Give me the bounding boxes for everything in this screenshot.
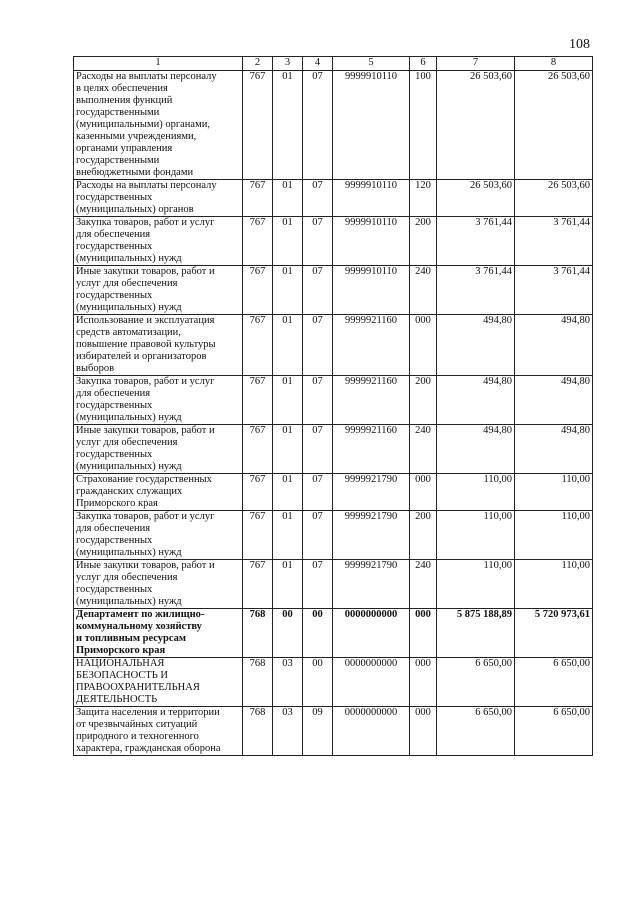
page-number: 108	[569, 37, 590, 52]
table-row	[74, 266, 593, 315]
column-header: 2	[243, 57, 273, 71]
table-row	[74, 658, 593, 707]
row-name: Иные закупки товаров, работ и услуг для обеспечения государственных (муниципальных) нужд	[74, 425, 243, 474]
row-code-target: 9999921790	[333, 511, 410, 560]
row-amount-col8: 26 503,60	[515, 180, 593, 217]
row-code-ministry: 767	[243, 315, 273, 376]
row-code-section: 00	[273, 609, 303, 658]
row-code-expense-type: 120	[410, 180, 437, 217]
row-name: НАЦИОНАЛЬНАЯ БЕЗОПАСНОСТЬ И ПРАВООХРАНИТЕЛЬНАЯ ДЕЯТЕЛЬНОСТЬ	[74, 658, 243, 707]
row-code-expense-type: 000	[410, 315, 437, 376]
row-amount-col7: 26 503,60	[437, 180, 515, 217]
row-code-target: 9999910110	[333, 266, 410, 315]
row-amount-col7: 26 503,60	[437, 71, 515, 180]
table-row	[74, 217, 593, 266]
column-header: 8	[515, 57, 593, 71]
column-header: 6	[410, 57, 437, 71]
row-code-subsection: 07	[303, 217, 333, 266]
row-code-section: 01	[273, 376, 303, 425]
row-code-expense-type: 240	[410, 266, 437, 315]
row-name: Расходы на выплаты персоналу в целях обеспечения выполнения функций государственными (муниципальными) органами, казенными учреждениями, органами управления государственными внебюджетными фондами	[74, 71, 243, 180]
row-amount-col7: 494,80	[437, 425, 515, 474]
row-amount-col8: 3 761,44	[515, 266, 593, 315]
row-code-section: 01	[273, 180, 303, 217]
row-code-section: 01	[273, 425, 303, 474]
row-code-expense-type: 000	[410, 707, 437, 756]
row-name: Страхование государственных гражданских служащих Приморского края	[74, 474, 243, 511]
row-code-target: 9999921160	[333, 376, 410, 425]
row-amount-col8: 110,00	[515, 560, 593, 609]
row-code-subsection: 07	[303, 266, 333, 315]
row-name: Расходы на выплаты персоналу государственных (муниципальных) органов	[74, 180, 243, 217]
row-name: Закупка товаров, работ и услуг для обеспечения государственных (муниципальных) нужд	[74, 376, 243, 425]
row-code-section: 01	[273, 315, 303, 376]
row-code-subsection: 07	[303, 511, 333, 560]
row-amount-col7: 494,80	[437, 376, 515, 425]
row-code-target: 9999910110	[333, 71, 410, 180]
table-row	[74, 474, 593, 511]
row-amount-col8: 3 761,44	[515, 217, 593, 266]
row-code-target: 9999921160	[333, 425, 410, 474]
row-code-ministry: 767	[243, 376, 273, 425]
row-code-subsection: 07	[303, 474, 333, 511]
row-code-subsection: 07	[303, 376, 333, 425]
row-code-expense-type: 000	[410, 609, 437, 658]
row-code-expense-type: 100	[410, 71, 437, 180]
row-code-ministry: 767	[243, 474, 273, 511]
row-code-section: 01	[273, 474, 303, 511]
row-code-section: 01	[273, 217, 303, 266]
row-code-ministry: 767	[243, 266, 273, 315]
row-code-section: 03	[273, 707, 303, 756]
row-code-target: 9999921790	[333, 560, 410, 609]
row-amount-col8: 110,00	[515, 474, 593, 511]
row-code-target: 9999921160	[333, 315, 410, 376]
row-code-ministry: 767	[243, 217, 273, 266]
row-code-ministry: 768	[243, 658, 273, 707]
row-code-target: 0000000000	[333, 658, 410, 707]
row-code-expense-type: 200	[410, 376, 437, 425]
row-code-ministry: 767	[243, 511, 273, 560]
row-code-ministry: 767	[243, 71, 273, 180]
row-code-subsection: 09	[303, 707, 333, 756]
row-amount-col7: 3 761,44	[437, 266, 515, 315]
row-code-ministry: 767	[243, 425, 273, 474]
table-row	[74, 425, 593, 474]
row-name: Закупка товаров, работ и услуг для обеспечения государственных (муниципальных) нужд	[74, 511, 243, 560]
row-code-target: 9999910110	[333, 180, 410, 217]
row-code-subsection: 07	[303, 425, 333, 474]
row-amount-col8: 110,00	[515, 511, 593, 560]
row-amount-col7: 110,00	[437, 511, 515, 560]
row-code-subsection: 00	[303, 609, 333, 658]
row-code-target: 0000000000	[333, 609, 410, 658]
row-name: Департамент по жилищно- коммунальному хозяйству и топливным ресурсам Приморского края	[74, 609, 243, 658]
row-code-expense-type: 000	[410, 658, 437, 707]
table-row	[74, 511, 593, 560]
row-code-section: 01	[273, 511, 303, 560]
row-amount-col7: 5 875 188,89	[437, 609, 515, 658]
row-name: Иные закупки товаров, работ и услуг для обеспечения государственных (муниципальных) нужд	[74, 560, 243, 609]
row-code-section: 01	[273, 560, 303, 609]
row-amount-col7: 110,00	[437, 474, 515, 511]
row-name: Использование и эксплуатация средств автоматизации, повышение правовой культуры избирателей и организаторов выборов	[74, 315, 243, 376]
row-amount-col8: 6 650,00	[515, 658, 593, 707]
budget-table	[73, 56, 593, 756]
row-amount-col8: 6 650,00	[515, 707, 593, 756]
row-code-expense-type: 000	[410, 474, 437, 511]
column-header: 4	[303, 57, 333, 71]
row-name: Иные закупки товаров, работ и услуг для обеспечения государственных (муниципальных) нужд	[74, 266, 243, 315]
row-amount-col7: 3 761,44	[437, 217, 515, 266]
row-code-subsection: 07	[303, 71, 333, 180]
row-code-section: 01	[273, 71, 303, 180]
row-code-subsection: 07	[303, 560, 333, 609]
row-code-section: 01	[273, 266, 303, 315]
row-code-expense-type: 240	[410, 425, 437, 474]
row-amount-col7: 6 650,00	[437, 658, 515, 707]
row-code-subsection: 07	[303, 180, 333, 217]
table-row	[74, 315, 593, 376]
row-code-expense-type: 240	[410, 560, 437, 609]
row-code-ministry: 767	[243, 180, 273, 217]
row-code-ministry: 768	[243, 609, 273, 658]
row-name: Защита населения и территории от чрезвычайных ситуаций природного и техногенного характера, гражданская оборона	[74, 707, 243, 756]
row-code-expense-type: 200	[410, 511, 437, 560]
row-amount-col7: 110,00	[437, 560, 515, 609]
table-row	[74, 609, 593, 658]
row-code-expense-type: 200	[410, 217, 437, 266]
table-row	[74, 180, 593, 217]
row-amount-col8: 494,80	[515, 376, 593, 425]
row-amount-col8: 494,80	[515, 315, 593, 376]
row-amount-col7: 6 650,00	[437, 707, 515, 756]
column-header: 5	[333, 57, 410, 71]
row-code-target: 0000000000	[333, 707, 410, 756]
row-code-section: 03	[273, 658, 303, 707]
row-amount-col7: 494,80	[437, 315, 515, 376]
row-code-target: 9999910110	[333, 217, 410, 266]
column-header: 1	[74, 57, 243, 71]
row-code-subsection: 07	[303, 315, 333, 376]
row-amount-col8: 5 720 973,61	[515, 609, 593, 658]
table-row	[74, 560, 593, 609]
column-header: 7	[437, 57, 515, 71]
row-amount-col8: 494,80	[515, 425, 593, 474]
table-header-row	[74, 57, 593, 71]
table-row	[74, 707, 593, 756]
row-code-target: 9999921790	[333, 474, 410, 511]
row-name: Закупка товаров, работ и услуг для обеспечения государственных (муниципальных) нужд	[74, 217, 243, 266]
column-header: 3	[273, 57, 303, 71]
table-body	[74, 71, 593, 756]
table-row	[74, 376, 593, 425]
row-amount-col8: 26 503,60	[515, 71, 593, 180]
table-row	[74, 71, 593, 180]
row-code-subsection: 00	[303, 658, 333, 707]
row-code-ministry: 768	[243, 707, 273, 756]
row-code-ministry: 767	[243, 560, 273, 609]
